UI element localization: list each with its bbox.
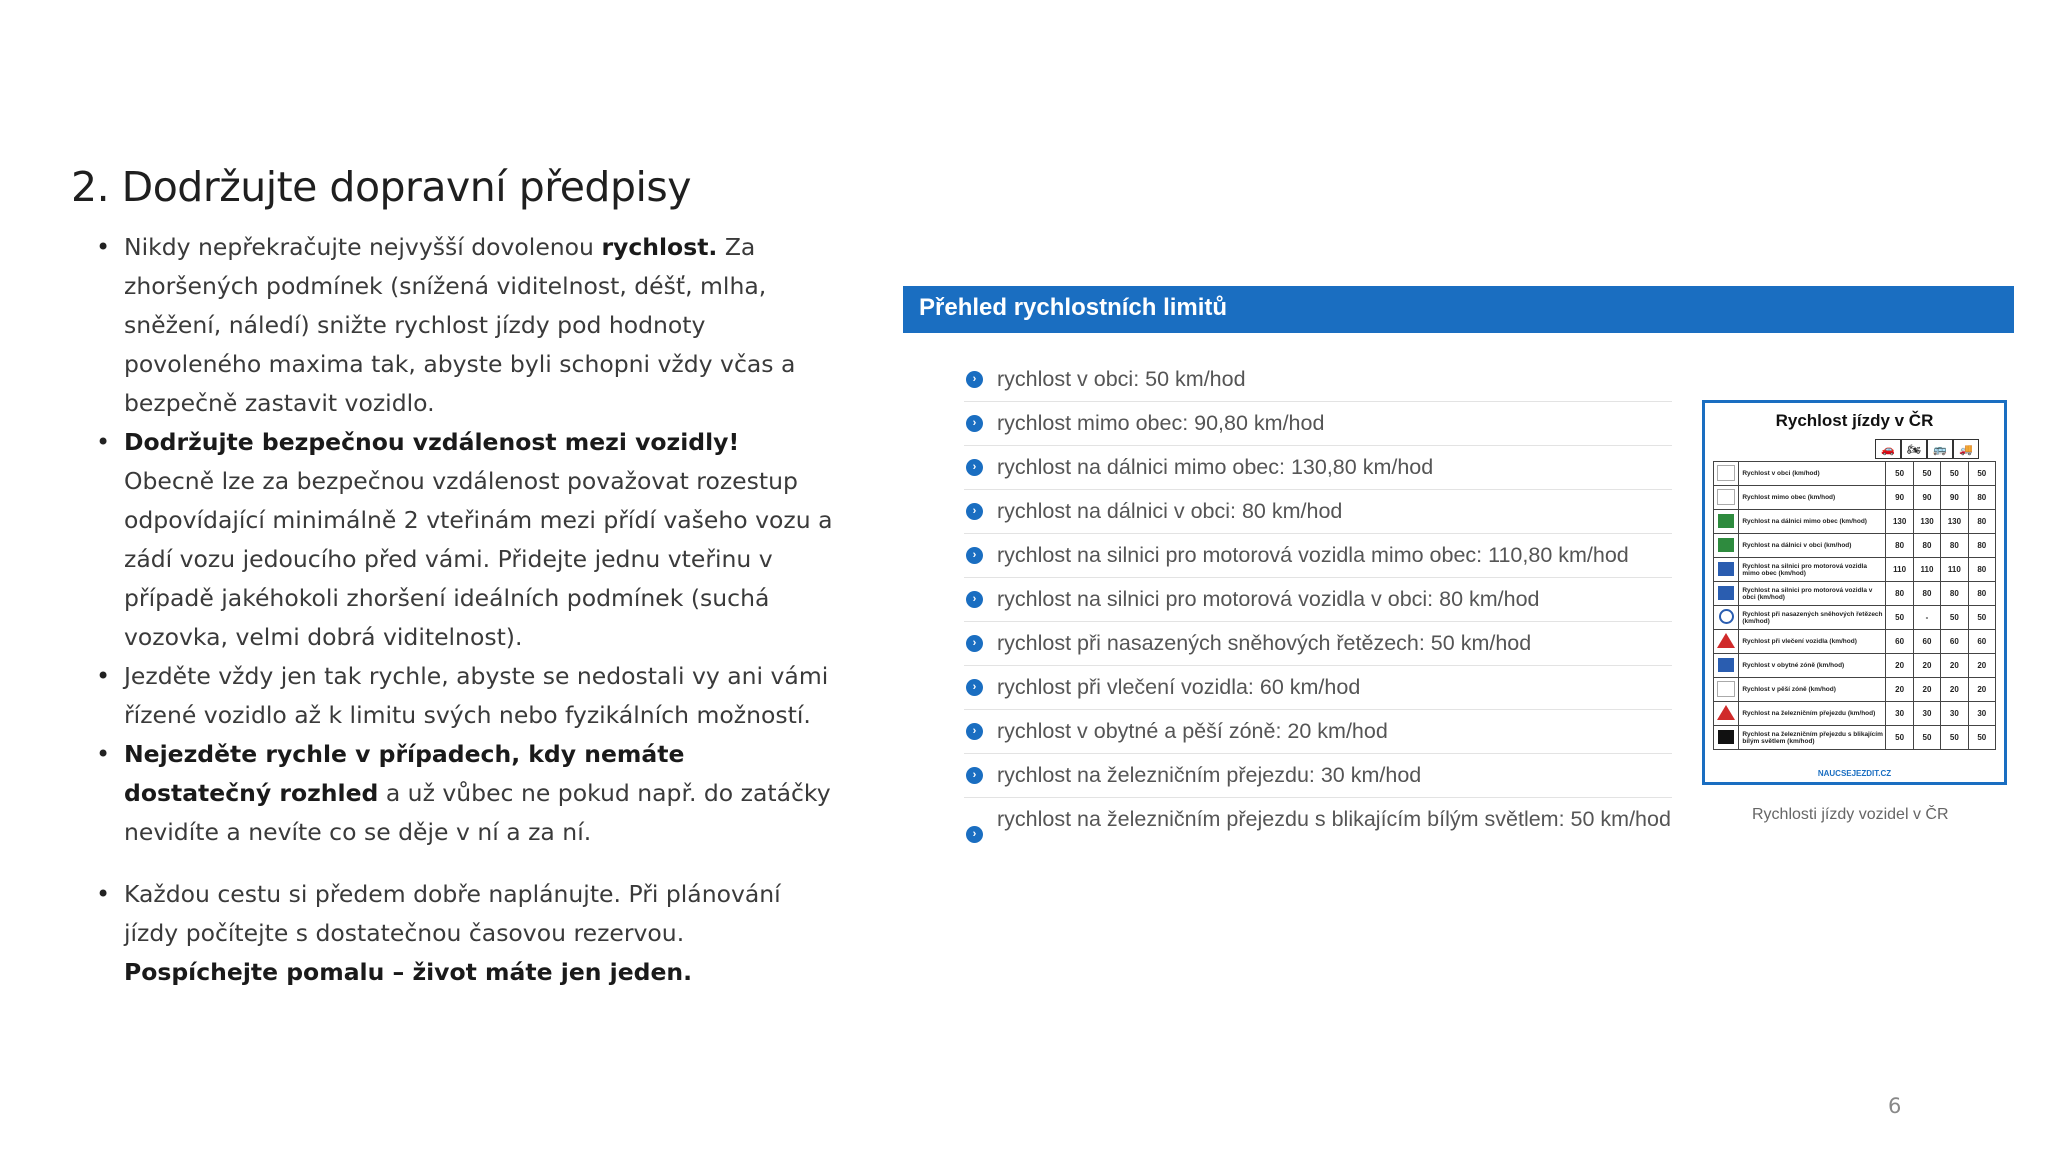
- table-row-label: Rychlost na železničním přejezdu (km/hod): [1739, 702, 1886, 726]
- table-cell: 50: [1968, 462, 1995, 486]
- image-caption: Rychlosti jízdy vozidel v ČR: [1752, 806, 1949, 823]
- speed-limit-item: [964, 754, 1672, 798]
- table-cell: 20: [1886, 654, 1913, 678]
- speed-limits-title: Přehled rychlostních limitů: [919, 294, 1228, 321]
- chevron-right-circle-icon: ›: [966, 826, 983, 843]
- table-cell: 80: [1968, 558, 1995, 582]
- table-cell: 80: [1886, 582, 1913, 606]
- vehicle-icon: 🚌: [1927, 439, 1953, 459]
- speed-limit-text: rychlost mimo obec: 90,80 km/hod: [997, 411, 1325, 435]
- speed-limit-item: [964, 490, 1672, 534]
- table-row-label: Rychlost při vlečení vozidla (km/hod): [1739, 630, 1886, 654]
- table-cell: 110: [1886, 558, 1913, 582]
- table-cell: 80: [1941, 582, 1968, 606]
- traffic-sign-icon: [1714, 726, 1739, 750]
- table-cell: 50: [1941, 606, 1968, 630]
- speed-limit-item: [964, 666, 1672, 710]
- table-row: [1714, 678, 1996, 702]
- speed-limit-item: [964, 534, 1672, 578]
- speed-limit-item: [964, 358, 1672, 402]
- traffic-sign-icon: [1714, 582, 1739, 606]
- table-footer-logo: NAUCSEJEZDIT.CZ: [1817, 769, 1892, 778]
- table-cell: 20: [1913, 654, 1940, 678]
- speed-limits-header: [903, 286, 2014, 333]
- table-cell: 20: [1941, 654, 1968, 678]
- chevron-right-circle-icon: ›: [966, 591, 983, 608]
- table-cell: 90: [1941, 486, 1968, 510]
- table-cell: 20: [1968, 678, 1995, 702]
- table-row-label: Rychlost na silnici pro motorová vozidla mimo obec (km/hod): [1739, 558, 1886, 582]
- table-cell: 30: [1913, 702, 1940, 726]
- table-cell: 80: [1968, 510, 1995, 534]
- table-cell: 80: [1968, 582, 1995, 606]
- table-cell: 30: [1968, 702, 1995, 726]
- list-item: • Jezděte vždy jen tak rychle, abyste se nedostali vy ani vámi řízené vozidlo až k limitu svých nebo fyzikálních možností.: [96, 657, 836, 735]
- table-cell: 50: [1886, 606, 1913, 630]
- table-cell: -: [1913, 606, 1940, 630]
- chevron-right-circle-icon: ›: [966, 371, 983, 388]
- table-cell: 60: [1941, 630, 1968, 654]
- table-cell: 80: [1968, 534, 1995, 558]
- list-item: • Nikdy nepřekračujte nejvyšší dovolenou rychlost. Za zhoršených podmínek (snížená viditelnost, déšť, mlha, sněžení, náledí) snižte rychlost jízdy pod hodnoty povoleného maxima tak, abyste byli schopni vždy včas a bezpečně zastavit vozidlo.: [96, 228, 836, 423]
- traffic-sign-icon: [1714, 654, 1739, 678]
- table-cell: 20: [1913, 678, 1940, 702]
- page-number: 6: [1888, 1094, 1902, 1118]
- section-title: 2. Dodržujte dopravní předpisy: [71, 163, 691, 211]
- table-cell: 30: [1941, 702, 1968, 726]
- traffic-sign-icon: [1714, 462, 1739, 486]
- table-row: [1714, 702, 1996, 726]
- table-cell: 110: [1941, 558, 1968, 582]
- speed-limit-text: rychlost na dálnici v obci: 80 km/hod: [997, 499, 1343, 523]
- vehicle-icon: 🚚: [1953, 439, 1979, 459]
- table-row-label: Rychlost v pěší zóně (km/hod): [1739, 678, 1886, 702]
- vehicle-icon: 🚗: [1875, 439, 1901, 459]
- chevron-right-circle-icon: ›: [966, 415, 983, 432]
- table-row: [1714, 630, 1996, 654]
- table-cell: 50: [1886, 726, 1913, 750]
- table-row-label: Rychlost v obytné zóně (km/hod): [1739, 654, 1886, 678]
- speed-limit-text: rychlost při vlečení vozidla: 60 km/hod: [997, 675, 1361, 699]
- chevron-right-circle-icon: ›: [966, 679, 983, 696]
- chevron-right-circle-icon: ›: [966, 723, 983, 740]
- traffic-sign-icon: [1714, 486, 1739, 510]
- table-cell: 60: [1968, 630, 1995, 654]
- table-row-label: Rychlost na železničním přejezdu s blikajícím bílým světlem (km/hod): [1739, 726, 1886, 750]
- list-item: • Nejezděte rychle v případech, kdy nemáte dostatečný rozhled a už vůbec ne pokud např. do zatáčky nevidíte a nevíte co se děje v ní a za ní.: [96, 735, 836, 852]
- traffic-sign-icon: [1714, 630, 1739, 654]
- table-cell: 20: [1968, 654, 1995, 678]
- chevron-right-circle-icon: ›: [966, 503, 983, 520]
- table-cell: 50: [1968, 606, 1995, 630]
- traffic-sign-icon: [1714, 606, 1739, 630]
- table-row-label: Rychlost v obci (km/hod): [1739, 462, 1886, 486]
- table-row: [1714, 558, 1996, 582]
- traffic-sign-icon: [1714, 534, 1739, 558]
- speed-limit-text: rychlost při nasazených sněhových řetězech: 50 km/hod: [997, 631, 1532, 655]
- speed-table-title: Rychlost jízdy v ČR: [1775, 411, 1934, 430]
- traffic-sign-icon: [1714, 510, 1739, 534]
- table-row: [1714, 486, 1996, 510]
- table-cell: 90: [1886, 486, 1913, 510]
- table-row-label: Rychlost na silnici pro motorová vozidla v obci (km/hod): [1739, 582, 1886, 606]
- table-cell: 80: [1886, 534, 1913, 558]
- table-cell: 50: [1913, 726, 1940, 750]
- list-item: • Dodržujte bezpečnou vzdálenost mezi vozidly! Obecně lze za bezpečnou vzdálenost považovat rozestup odpovídající minimálně 2 vteřinám mezi přídí vašeho vozu a zádí vozu jedoucího před vámi. Přidejte jednu vteřinu v případě jakéhokoli zhoršení ideálních podmínek (suchá vozovka, velmi dobrá viditelnost).: [96, 423, 836, 657]
- speed-limit-text: rychlost na silnici pro motorová vozidla mimo obec: 110,80 km/hod: [997, 543, 1629, 567]
- table-cell: 80: [1941, 534, 1968, 558]
- table-cell: 20: [1886, 678, 1913, 702]
- traffic-sign-icon: [1714, 702, 1739, 726]
- list-item: • Každou cestu si předem dobře naplánujte. Při plánování jízdy počítejte s dostatečnou časovou rezervou. Pospíchejte pomalu – život máte jen jeden.: [96, 875, 836, 992]
- table-cell: 50: [1968, 726, 1995, 750]
- table-row: [1714, 654, 1996, 678]
- vehicle-icon: 🏍: [1901, 439, 1927, 459]
- table-row-label: Rychlost na dálnici mimo obec (km/hod): [1739, 510, 1886, 534]
- speed-limit-item: [964, 622, 1672, 666]
- table-cell: 80: [1968, 486, 1995, 510]
- table-cell: 50: [1886, 462, 1913, 486]
- speed-limit-item: [964, 710, 1672, 754]
- table-cell: 80: [1913, 534, 1940, 558]
- table-row: [1714, 606, 1996, 630]
- chevron-right-circle-icon: ›: [966, 635, 983, 652]
- table-cell: 60: [1913, 630, 1940, 654]
- table-row: [1714, 534, 1996, 558]
- table-row-label: Rychlost mimo obec (km/hod): [1739, 486, 1886, 510]
- table-cell: 50: [1941, 462, 1968, 486]
- speed-limit-item: [964, 446, 1672, 490]
- speed-limit-text: rychlost na dálnici mimo obec: 130,80 km/hod: [997, 455, 1434, 479]
- table-row-label: Rychlost na dálnici v obci (km/hod): [1739, 534, 1886, 558]
- table-row-label: Rychlost při nasazených sněhových řetězech (km/hod): [1739, 606, 1886, 630]
- table-cell: 130: [1913, 510, 1940, 534]
- table-cell: 130: [1941, 510, 1968, 534]
- traffic-sign-icon: [1714, 558, 1739, 582]
- speed-table: [1713, 461, 1996, 750]
- speed-limits-list: [964, 358, 1672, 838]
- speed-limit-text: rychlost v obci: 50 km/hod: [997, 367, 1246, 391]
- table-cell: 80: [1913, 582, 1940, 606]
- table-cell: 30: [1886, 702, 1913, 726]
- table-cell: 60: [1886, 630, 1913, 654]
- vehicle-icons-row: [1875, 439, 1979, 459]
- speed-limit-item: [964, 402, 1672, 446]
- table-cell: 50: [1913, 462, 1940, 486]
- speed-limit-item: [964, 798, 1672, 838]
- speed-limit-text: rychlost na silnici pro motorová vozidla v obci: 80 km/hod: [997, 587, 1540, 611]
- chevron-right-circle-icon: ›: [966, 547, 983, 564]
- chevron-right-circle-icon: ›: [966, 767, 983, 784]
- traffic-sign-icon: [1714, 678, 1739, 702]
- speed-table-image: [1702, 400, 2007, 785]
- table-cell: 130: [1886, 510, 1913, 534]
- table-cell: 90: [1913, 486, 1940, 510]
- table-cell: 50: [1941, 726, 1968, 750]
- speed-limit-text: rychlost v obytné a pěší zóně: 20 km/hod: [997, 719, 1388, 743]
- table-row: [1714, 462, 1996, 486]
- speed-limit-text: rychlost na železničním přejezdu s blikajícím bílým světlem: 50 km/hod: [997, 807, 1671, 831]
- speed-limit-item: [964, 578, 1672, 622]
- table-cell: 110: [1913, 558, 1940, 582]
- table-row: [1714, 510, 1996, 534]
- table-cell: 20: [1941, 678, 1968, 702]
- table-row: [1714, 726, 1996, 750]
- chevron-right-circle-icon: ›: [966, 459, 983, 476]
- table-row: [1714, 582, 1996, 606]
- rules-list: [96, 228, 836, 992]
- speed-limit-text: rychlost na železničním přejezdu: 30 km/hod: [997, 763, 1422, 787]
